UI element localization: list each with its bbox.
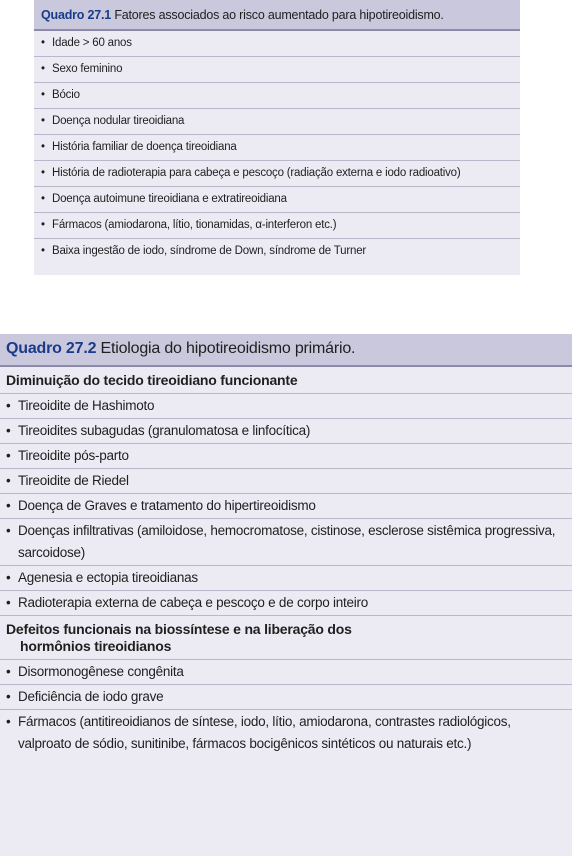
list-item: • Radioterapia externa de cabeça e pescoço e de corpo inteiro <box>0 590 572 615</box>
section-2-list <box>0 659 572 756</box>
list-item: • História familiar de doença tireoidiana <box>34 135 520 161</box>
list-item: • Doença autoimune tireoidiana e extratireoidiana <box>34 187 520 213</box>
list-item: • Fármacos (amiodarona, lítio, tionamidas, α-interferon etc.) <box>34 213 520 239</box>
list-item: • Baixa ingestão de iodo, síndrome de Down, síndrome de Turner <box>41 245 367 257</box>
list-item: • Tireoidites subagudas (granulomatosa e linfocítica) <box>0 418 572 443</box>
list-item: • Doença nodular tireoidiana <box>34 109 520 135</box>
list-item: • Tireoidite pós-parto <box>0 443 572 468</box>
list-item: • Agenesia e ectopia tireoidianas <box>0 565 572 590</box>
quadro-27-1-title-bar <box>34 0 520 31</box>
quadro-27-1-list <box>34 31 520 265</box>
section-heading-functional-defects <box>0 615 572 659</box>
list-item: • Deficiência de iodo grave <box>0 684 572 709</box>
list-item: • Sexo feminino <box>34 57 520 83</box>
list-item: • História de radioterapia para cabeça e pescoço (radiação externa e iodo radioativo) <box>34 161 520 187</box>
quadro-27-1-number: Quadro 27.1 <box>41 8 112 22</box>
quadro-27-1-title: Fatores associados ao risco aumentado para hipotireoidismo. <box>114 8 444 22</box>
section-heading-line-1: Defeitos funcionais na biossíntese e na liberação dos <box>6 621 352 637</box>
list-item: • Tireoidite de Hashimoto <box>0 393 572 418</box>
quadro-27-2-title: Etiologia do hipotireoidismo primário. <box>100 340 356 357</box>
quadro-27-2-number: Quadro 27.2 <box>6 340 97 357</box>
list-item: • Idade > 60 anos <box>34 31 520 57</box>
section-1-list <box>0 393 572 615</box>
section-heading-tissue-loss: Diminuição do tecido tireoidiano funcionante <box>6 372 298 388</box>
list-item: • Tireoidite de Riedel <box>0 468 572 493</box>
list-item: • Fármacos (antitireoidianos de síntese, iodo, lítio, amiodarona, contrastes radiológicos, valproato de sódio, sunitinibe, fármacos bocigênicos sintéticos ou naturais etc.) <box>0 709 572 756</box>
quadro-27-1-table <box>34 0 520 275</box>
list-item: • Doença de Graves e tratamento do hipertireoidismo <box>0 493 572 518</box>
list-item: • Doenças infiltrativas (amiloidose, hemocromatose, cistinose, esclerose sistêmica progressiva, sarcoidose) <box>0 518 572 565</box>
list-item: • Disormonogênese congênita <box>0 659 572 684</box>
section-heading-line-2: hormônios tireoidianos <box>20 638 172 654</box>
quadro-27-2-title-bar <box>0 334 572 367</box>
quadro-27-2-table <box>0 334 572 856</box>
list-item: • Bócio <box>34 83 520 109</box>
